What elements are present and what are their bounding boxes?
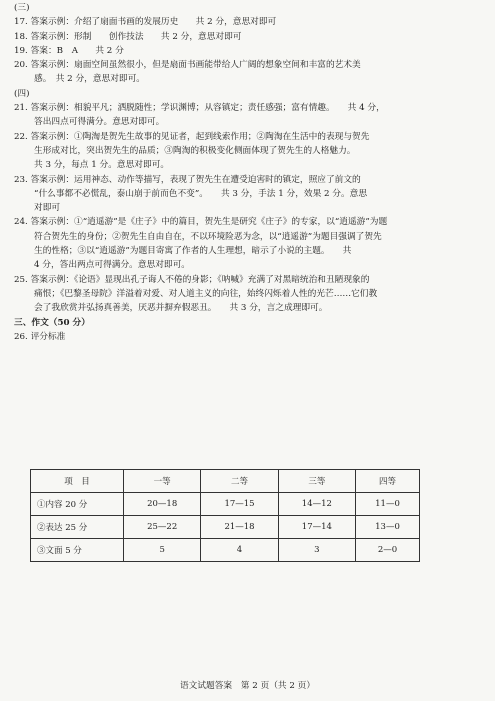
answer-20: 20. 答案示例：扇面空间虽然很小，但是扇面书画能带给人广阔的想象空间和丰富的艺术美 xyxy=(14,60,361,71)
answer-24: 24. 答案示例：①“逍遥游”是《庄子》中的篇目，贺先生是研究《庄子》的专家，以“逍遥游”为题 xyxy=(14,217,388,228)
answer-23: 23. 答案示例：运用神态、动作等描写，表现了贺先生在遭受迫害时的镇定，照应了前文的 xyxy=(14,174,361,185)
scoring-table xyxy=(30,469,420,562)
answer-18: 18. 答案示例：形制 创作技法 共 2 分，意思对即可 xyxy=(14,31,242,42)
answer-24-score: 4 分，答出两点可得满分。意思对即可。 xyxy=(34,260,190,271)
table-cell: 5 xyxy=(124,539,201,562)
header-item: 项 目 xyxy=(31,470,124,493)
row-label: ②表达 25 分 xyxy=(31,516,124,539)
answer-content xyxy=(14,0,484,344)
table-cell: 11—0 xyxy=(356,493,420,516)
answer-22-score: 共 3 分，每点 1 分。意思对即可。 xyxy=(34,160,170,171)
table-cell: 25—22 xyxy=(124,516,201,539)
table-cell: 2—0 xyxy=(356,539,420,562)
answer-25: 25. 答案示例：《论语》显现出孔子诲人不倦的身影；《呐喊》充满了对黑暗统治和丑陋现象的 xyxy=(14,274,370,285)
header-grade-1: 一等 xyxy=(124,470,201,493)
section-essay-heading: 三、作文（50 分） xyxy=(14,317,90,328)
answer-20-cont: 感。 共 2 分，意思对即可。 xyxy=(34,74,145,85)
answer-26-heading: 26. 评分标准 xyxy=(14,331,66,342)
table-cell: 14—12 xyxy=(278,493,355,516)
answer-19: 19. 答案：B A 共 2 分 xyxy=(14,45,124,56)
page-footer: 语文试题答案 第 2 页（共 2 页） xyxy=(179,681,316,691)
table-row xyxy=(31,539,420,562)
answer-22-cont: 生形成对比，突出贺先生的品质；③陶淘的积极变化侧面体现了贺先生的人格魅力。 xyxy=(34,145,356,156)
answer-24-cont2: 生的性格；③以“逍遥游”为题目寄寓了作者的人生理想，暗示了小说的主题。 共 xyxy=(34,246,352,257)
answer-23-end: 对即可 xyxy=(34,203,61,214)
section-four-heading: (四) xyxy=(14,88,30,99)
section-three-heading: (三) xyxy=(14,3,30,13)
header-grade-3: 三等 xyxy=(278,470,355,493)
table-cell: 20—18 xyxy=(124,493,201,516)
answer-17: 17. 答案示例：介绍了扇面书画的发展历史 共 2 分，意思对即可 xyxy=(14,17,277,28)
answer-25-cont1: 痛恨；《巴黎圣母院》洋溢着对爱、对人道主义的向往，始终闪烁着人性的光芒……它们教 xyxy=(34,288,378,299)
table-row xyxy=(31,493,420,516)
table-cell: 17—15 xyxy=(201,493,278,516)
answer-21: 21. 答案示例：相貌平凡；洒脱随性；学识渊博；从容镇定；责任感强；富有情趣。 共 4 分， xyxy=(14,103,385,114)
answer-23-cont: “什么事都不必慌乱，泰山崩于前而色不变”。 共 3 分，手法 1 分，效果 2 分。意思 xyxy=(34,188,368,199)
row-label: ①内容 20 分 xyxy=(31,493,124,516)
header-grade-4: 四等 xyxy=(356,470,420,493)
table-row xyxy=(31,516,420,539)
row-label: ③文面 5 分 xyxy=(31,539,124,562)
table-cell: 17—14 xyxy=(278,516,355,539)
table-cell: 13—0 xyxy=(356,516,420,539)
answer-25-cont2: 会了我欣赏并弘扬真善美，厌恶并摒弃假恶丑。 共 3 分，言之成理即可。 xyxy=(34,303,328,314)
header-grade-2: 二等 xyxy=(201,470,278,493)
answer-24-cont1: 符合贺先生的身份；②贺先生自由自在，不以环境险恶为念，以“逍遥游”为题目强调了贺先 xyxy=(34,231,382,242)
scoring-table-header xyxy=(31,470,420,493)
table-cell: 3 xyxy=(278,539,355,562)
answer-21-cont: 答出四点可得满分。意思对即可。 xyxy=(34,117,165,128)
table-cell: 21—18 xyxy=(201,516,278,539)
table-cell: 4 xyxy=(201,539,278,562)
answer-22: 22. 答案示例：①陶淘是贺先生故事的见证者，起到线索作用；②陶淘在生活中的表现与贺先 xyxy=(14,131,370,142)
